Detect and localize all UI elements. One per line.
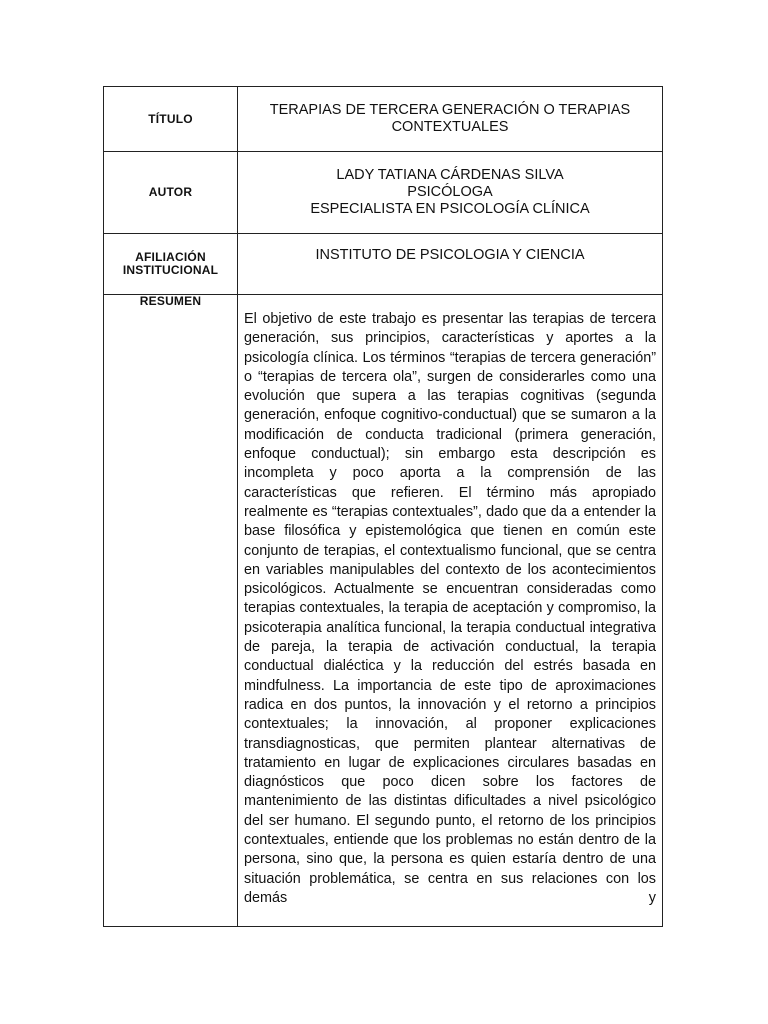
affiliation-row [104, 234, 663, 295]
affiliation-label-line-1: AFILIACIÓN [135, 250, 206, 264]
author-label-cell [104, 152, 238, 234]
abstract-text: El objetivo de este trabajo es presentar las terapias de tercera generación, sus principios, características y aportes a la psicología clínica. Los términos “terapias de tercera generación” o “terapias de tercera ola”, surgen de considerarles como una evolución que supera a las terapias cognitivas (segunda generación, enfoque cognitivo-conductual) que se sumaron a la modificación de conducta tradicional (primera generación, enfoque conductual); sin embargo esta descripción es incompleta y poco aporta a la comprensión de las características que refieren. El término más apropiado realmente es “terapias contextuales”, dado que da a entender la base filosófica y epistemológica que tienen en común este conjunto de terapias, el contextualismo funcional, que se centra en variables manipulables del contexto de los acontecimientos psicológicos. Actualmente se encuentran consideradas como terapias contextuales, la terapia de aceptación y compromiso, la psicoterapia analítica funcional, la terapia conductual integrativa de pareja, la terapia de activación conductual, la terapia conductual dialéctica y la reducción del estrés basada en mindfulness. La importancia de este tipo de aproximaciones radica en dos puntos, la innovación y el retorno a principios contextuales; la innovación, al proponer explicaciones transdiagnosticas, que permiten plantear alternativas de tratamiento en lugar de explicaciones circulares basadas en diagnósticos que poco dicen sobre los factores de mantenimiento de las distintas dificultades a nivel psicológico del ser humano. El segundo punto, el retorno de los principios contextuales, entiende que los problemas no están dentro de la persona, sino que, la persona es quien estaría dentro de una situación problemática, se centra en sus relaciones con los demás y [244, 311, 656, 906]
title-line-2: CONTEXTUALES [391, 119, 509, 135]
author-row [104, 152, 663, 234]
title-row [104, 87, 663, 152]
affiliation-label-cell [104, 234, 238, 295]
title-label-cell [104, 87, 238, 152]
abstract-label-cell [104, 295, 238, 927]
author-name: LADY TATIANA CÁRDENAS SILVA [336, 167, 564, 183]
abstract-value-cell [238, 295, 663, 927]
author-specialty: ESPECIALISTA EN PSICOLOGÍA CLÍNICA [310, 201, 590, 217]
abstract-row [104, 295, 663, 927]
title-value-cell [238, 87, 663, 152]
author-profession: PSICÓLOGA [407, 184, 493, 200]
affiliation-value: INSTITUTO DE PSICOLOGIA Y CIENCIA [315, 247, 585, 263]
author-value [238, 167, 662, 218]
author-value-cell [238, 152, 663, 234]
metadata-table [103, 86, 663, 927]
abstract-label: RESUMEN [139, 294, 202, 308]
affiliation-label-line-2: INSTITUCIONAL [122, 263, 219, 277]
title-label: TÍTULO [148, 111, 193, 126]
author-label: AUTOR [148, 185, 193, 199]
title-value [238, 102, 662, 136]
affiliation-value-cell [238, 234, 663, 295]
affiliation-label [104, 251, 237, 277]
title-line-1: TERAPIAS DE TERCERA GENERACIÓN O TERAPIAS [269, 102, 631, 118]
